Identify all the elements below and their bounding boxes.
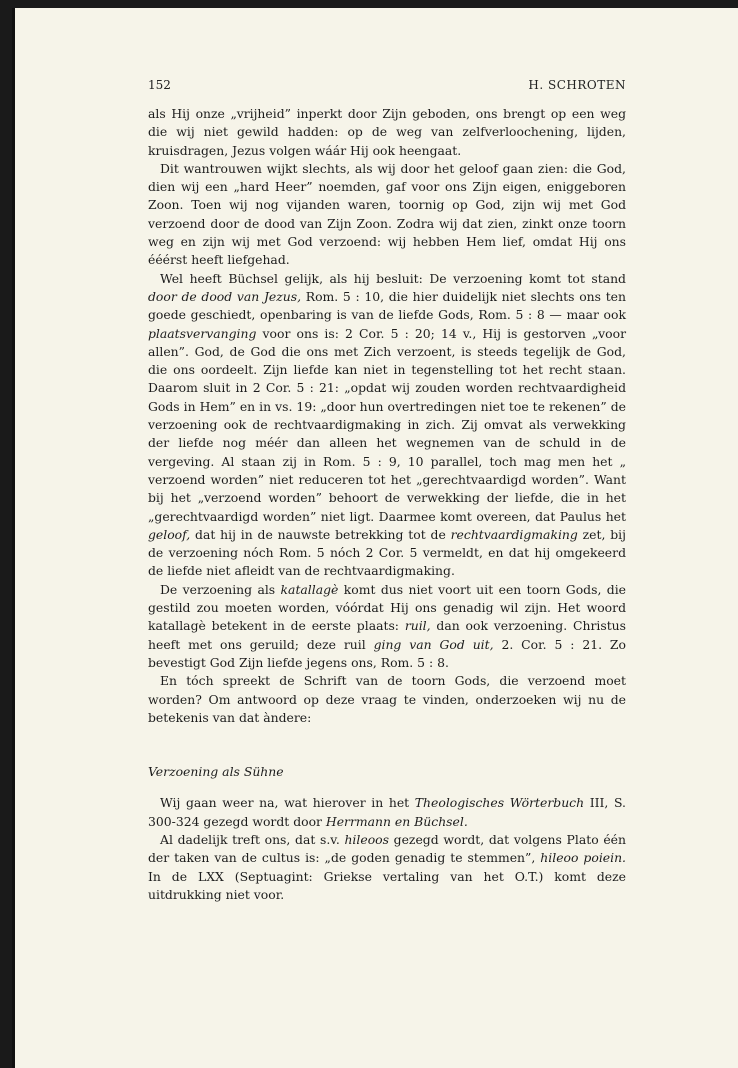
italic-run: hileoos bbox=[344, 831, 389, 847]
italic-run: hileoo poiein. bbox=[540, 850, 627, 866]
italic-run: geloof, bbox=[148, 526, 191, 542]
body-text bbox=[148, 105, 626, 904]
paragraph bbox=[148, 270, 626, 581]
text-run: In de LXX (Septuagint: Griekse vertaling van het O.T.) komt deze uitdrukking niet voor. bbox=[148, 868, 626, 902]
paragraphs-after-section bbox=[148, 794, 626, 904]
page-number: 152 bbox=[148, 78, 171, 92]
text-run: komt dus niet voort uit een toorn Gods, die gestild zou moeten worden, vóórdat Hij ons genadig wil zijn. Het woord katallagè betekent in de eerste plaats: bbox=[148, 581, 626, 634]
section-heading: Verzoening als Sühne bbox=[148, 764, 284, 780]
italic-run: katallagè bbox=[280, 581, 339, 597]
text-run: Wij gaan weer na, wat hierover in het bbox=[160, 795, 415, 811]
text-run: En tóch spreekt de Schrift van de toorn Gods, die verzoend moet worden? Om antwoord op deze vraag te vinden, onderzoeken wij nu de betekenis van dat àndere: bbox=[148, 673, 626, 725]
paragraph bbox=[148, 672, 626, 727]
running-head-author: H. SCHROTEN bbox=[528, 78, 626, 92]
paragraph bbox=[148, 160, 626, 270]
italic-run: door de dood van Jezus, bbox=[148, 288, 302, 304]
text-run: Al dadelijk treft ons, dat s.v. bbox=[160, 831, 345, 847]
italic-run: Herrmann en Büchsel. bbox=[325, 813, 468, 829]
text-run: III, S. 300-324 gezegd wordt door bbox=[148, 795, 626, 829]
page bbox=[12, 8, 738, 1068]
text-run: dan ook verzoening. Christus heeft met ons geruild; deze ruil bbox=[148, 618, 627, 652]
text-run: zet, bij de verzoening nóch Rom. 5 nóch 2 Cor. 5 vermeldt, en dat hij omgekeerd de liefde niet afleidt van de rechtvaardigmaking. bbox=[148, 526, 626, 579]
paragraph bbox=[148, 581, 626, 672]
text-run: 2. Cor. 5 : 21. Zo bevestigt God Zijn liefde jegens ons, Rom. 5 : 8. bbox=[148, 636, 626, 670]
italic-run: rechtvaardigmaking bbox=[450, 526, 578, 542]
text-run: voor ons is: 2 Cor. 5 : 20; 14 v., Hij is gestorven „voor allen”. God, de God die ons met Zich verzoent, is steeds tegelijk de God, die ons oordeelt. Zijn liefde kan niet in tegenstelling tot het recht staan. Daarom sluit in 2 Cor. 5 : 21: „opdat wij zouden worden rechtvaardigheid Gods in Hem” en in vs. 19: „door hun overtredingen niet toe te rekenen” de verzoening ook de rechtvaardigmaking in zich. Zij omvat als verwekking der liefde nog méér dan alleen het wegnemen van de schuld in de vergeving. Al staan zij in Rom. 5 : 9, 10 parallel, toch mag men het „ verzoend worden” niet reduceren tot het „gerechtvaardigd worden”. Want bij het „verzoend worden” behoort de verwekking der liefde, die in het „gerechtvaardigd worden” niet ligt. Daarmee komt overeen, dat Paulus het bbox=[148, 325, 626, 524]
text-run: als Hij onze „vrijheid” inperkt door Zijn geboden, ons brengt op een weg die wij niet gewild hadden: op de weg van zelfverloochening, lijden, kruisdragen, Jezus volgen wáár Hij ook heengaat. bbox=[148, 106, 626, 158]
text-run: Wel heeft Büchsel gelijk, als hij besluit: De verzoening komt tot stand bbox=[160, 270, 626, 286]
paragraph bbox=[148, 105, 626, 160]
text-run: dat hij in de nauwste betrekking tot de bbox=[190, 526, 451, 542]
italic-run: plaatsvervanging bbox=[148, 325, 257, 341]
italic-run: ruil, bbox=[404, 618, 431, 634]
text-run: gezegd wordt, dat volgens Plato één der taken van de cultus is: „de goden genadig te stemmen”, bbox=[148, 831, 626, 866]
italic-run: Theologisches Wörterbuch bbox=[414, 795, 585, 811]
italic-run: ging van God uit, bbox=[373, 636, 494, 652]
paragraphs-before-section bbox=[148, 105, 626, 727]
text-run: Dit wantrouwen wijkt slechts, als wij door het geloof gaan zien: die God, dien wij een „hard Heer” noemden, gaf voor ons Zijn eigen, eniggeboren Zoon. Toen wij nog vijanden waren, toornig op God, zijn wij met God verzoend door de dood van Zijn Zoon. Zodra wij dat zien, zinkt onze toorn weg en zijn wij met God verzoend: wij hebben Hem lief, omdat Hij ons ééérst heeft liefgehad. bbox=[148, 160, 626, 268]
text-run: De verzoening als bbox=[160, 581, 281, 597]
paragraph bbox=[148, 794, 626, 831]
paragraph bbox=[148, 831, 626, 904]
text-run: Rom. 5 : 10, die hier duidelijk niet slechts ons ten goede geschiedt, openbaring is van de liefde Gods, Rom. 5 : 8 — maar ook bbox=[148, 288, 626, 323]
